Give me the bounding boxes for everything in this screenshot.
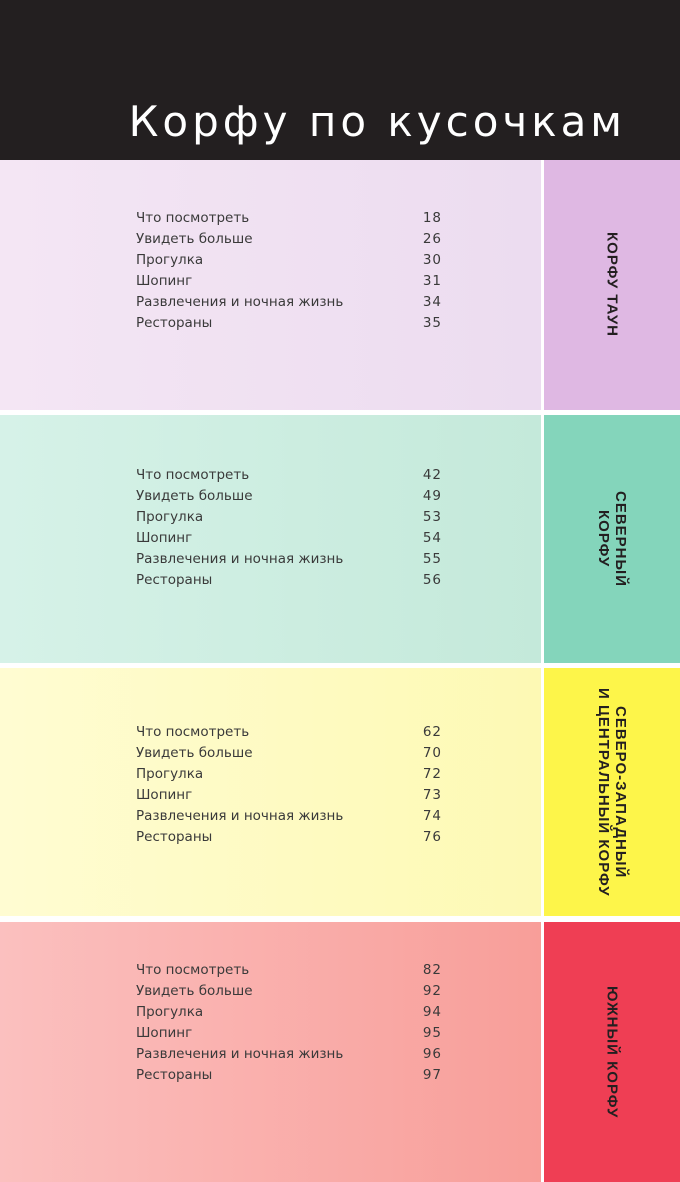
page-number: 76	[422, 829, 442, 845]
list-item[interactable]	[136, 229, 446, 250]
list-item[interactable]	[136, 1044, 446, 1065]
list-item[interactable]	[136, 507, 446, 528]
item-name: Что посмотреть	[136, 467, 250, 483]
list-item[interactable]	[136, 764, 446, 785]
list-item[interactable]	[136, 465, 446, 486]
item-name: Прогулка	[136, 766, 204, 782]
page-number: 70	[422, 745, 442, 761]
item-name: Рестораны	[136, 829, 213, 845]
item-name: Что посмотреть	[136, 210, 250, 226]
page-number: 74	[422, 808, 442, 824]
list-item[interactable]	[136, 1023, 446, 1044]
page-number: 56	[422, 572, 442, 588]
page-number: 53	[422, 509, 442, 525]
item-name: Что посмотреть	[136, 724, 250, 740]
list-item[interactable]	[136, 743, 446, 764]
toc-list	[136, 208, 446, 334]
list-item[interactable]	[136, 250, 446, 271]
section-label: СЕВЕРО-ЗАПАДНЫЙ И ЦЕНТРАЛЬНЫЙ КОРФУ	[595, 687, 629, 897]
item-name: Развлечения и ночная жизнь	[136, 294, 344, 310]
page-number: 26	[422, 231, 442, 247]
item-name: Развлечения и ночная жизнь	[136, 808, 344, 824]
list-item[interactable]	[136, 292, 446, 313]
list-item[interactable]	[136, 722, 446, 743]
section-panel	[0, 415, 541, 663]
section-northwest-central-corfu	[0, 668, 680, 916]
section-tab[interactable]	[544, 668, 680, 916]
item-name: Шопинг	[136, 787, 193, 803]
list-item[interactable]	[136, 785, 446, 806]
page-number: 72	[422, 766, 442, 782]
list-item[interactable]	[136, 570, 446, 591]
section-tab[interactable]	[544, 415, 680, 663]
item-name: Рестораны	[136, 1067, 213, 1083]
section-south-corfu	[0, 922, 680, 1182]
page-number: 95	[422, 1025, 442, 1041]
item-name: Развлечения и ночная жизнь	[136, 1046, 344, 1062]
page-number: 97	[422, 1067, 442, 1083]
item-name: Шопинг	[136, 530, 193, 546]
list-item[interactable]	[136, 1002, 446, 1023]
page-number: 54	[422, 530, 442, 546]
section-north-corfu	[0, 415, 680, 663]
page-number: 31	[422, 273, 442, 289]
list-item[interactable]	[136, 981, 446, 1002]
page-number: 96	[422, 1046, 442, 1062]
page-number: 62	[422, 724, 442, 740]
list-item[interactable]	[136, 806, 446, 827]
list-item[interactable]	[136, 528, 446, 549]
item-name: Прогулка	[136, 509, 204, 525]
section-tab[interactable]	[544, 922, 680, 1182]
item-name: Увидеть больше	[136, 745, 253, 761]
page-header	[0, 0, 680, 160]
page-number: 55	[422, 551, 442, 567]
section-panel	[0, 922, 541, 1182]
page-number: 73	[422, 787, 442, 803]
page-number: 35	[422, 315, 442, 331]
toc-list	[136, 722, 446, 848]
section-label: ЮЖНЫЙ КОРФУ	[603, 985, 621, 1119]
item-name: Шопинг	[136, 1025, 193, 1041]
page-number: 49	[422, 488, 442, 504]
list-item[interactable]	[136, 827, 446, 848]
list-item[interactable]	[136, 271, 446, 292]
list-item[interactable]	[136, 313, 446, 334]
item-name: Прогулка	[136, 1004, 204, 1020]
list-item[interactable]	[136, 549, 446, 570]
list-item[interactable]	[136, 1065, 446, 1086]
page-number: 34	[422, 294, 442, 310]
page-number: 94	[422, 1004, 442, 1020]
page-number: 30	[422, 252, 442, 268]
item-name: Увидеть больше	[136, 231, 253, 247]
toc-list	[136, 465, 446, 591]
item-name: Рестораны	[136, 572, 213, 588]
page-number: 18	[422, 210, 442, 226]
item-name: Прогулка	[136, 252, 204, 268]
toc-list	[136, 960, 446, 1086]
list-item[interactable]	[136, 208, 446, 229]
page-number: 82	[422, 962, 442, 978]
section-corfu-town	[0, 160, 680, 410]
page-number: 92	[422, 983, 442, 999]
list-item[interactable]	[136, 960, 446, 981]
section-panel	[0, 668, 541, 916]
item-name: Увидеть больше	[136, 983, 253, 999]
item-name: Рестораны	[136, 315, 213, 331]
item-name: Что посмотреть	[136, 962, 250, 978]
section-tab[interactable]	[544, 160, 680, 410]
item-name: Увидеть больше	[136, 488, 253, 504]
item-name: Шопинг	[136, 273, 193, 289]
section-panel	[0, 160, 541, 410]
list-item[interactable]	[136, 486, 446, 507]
section-label: КОРФУ ТАУН	[603, 232, 621, 338]
item-name: Развлечения и ночная жизнь	[136, 551, 344, 567]
section-label: СЕВЕРНЫЙ КОРФУ	[595, 491, 629, 587]
page-number: 42	[422, 467, 442, 483]
page-title: Корфу по кусочкам	[128, 97, 626, 146]
